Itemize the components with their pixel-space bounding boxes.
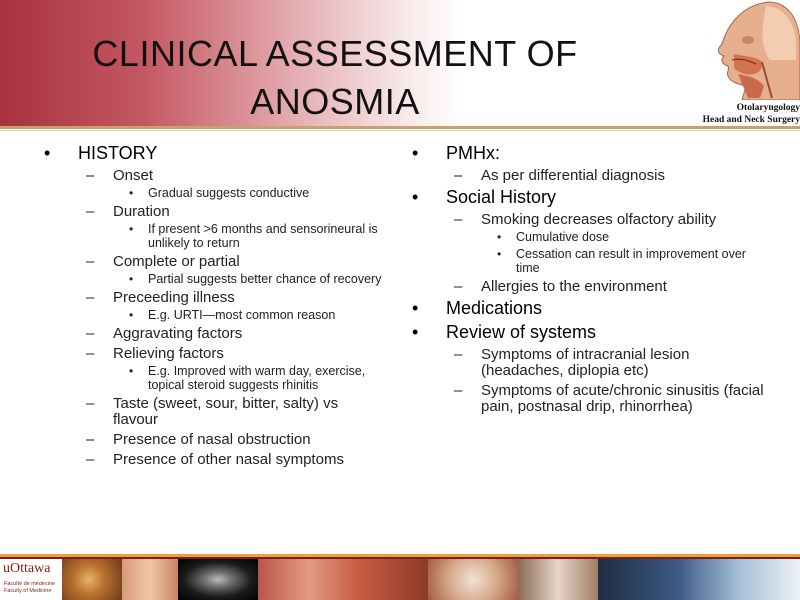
sub-bullet-intracranial: – Symptoms of intracranial lesion (headaches, diplopia etc)	[412, 347, 772, 379]
bullet-medications: • Medications	[412, 297, 772, 319]
bullet-social-history: • Social History	[412, 186, 772, 208]
sub-bullet-complete: – Complete or partial	[44, 254, 384, 270]
title-line-1: CLINICAL ASSESSMENT OF	[92, 33, 578, 74]
sub-bullet-obstruction: – Presence of nasal obstruction	[44, 432, 384, 448]
note-preceding: • E.g. URTI—most common reason	[44, 308, 384, 322]
sub-bullet-onset: – Onset	[44, 168, 384, 184]
sub-bullet-smoking: – Smoking decreases olfactory ability	[412, 212, 772, 228]
sub-bullet-sinusitis: – Symptoms of acute/chronic sinusitis (facial pain, postnasal drip, rhinorrhea)	[412, 383, 772, 415]
surgery-photo	[258, 559, 428, 600]
slide-title	[40, 30, 630, 126]
right-column	[412, 140, 772, 417]
bullet-review: • Review of systems	[412, 321, 772, 343]
title-line-2: ANOSMIA	[250, 81, 420, 122]
note-onset: • Gradual suggests conductive	[44, 186, 384, 200]
bullet-history: • HISTORY	[44, 142, 384, 164]
department-brand	[690, 102, 800, 126]
bullet-pmhx: • PMHx:	[412, 142, 772, 164]
logo-subtitle-fr: Faculté de médecine	[4, 581, 56, 587]
sub-bullet-aggravating: – Aggravating factors	[44, 326, 384, 342]
uottawa-logo	[0, 559, 62, 600]
brand-line-1: Otolaryngology	[736, 103, 800, 113]
head-anatomy-illustration	[708, 0, 800, 100]
note-duration: • If present >6 months and sensorineural is unlikely to return	[44, 222, 384, 250]
note-relieving: • E.g. Improved with warm day, exercise, topical steroid suggests rhinitis	[44, 364, 384, 392]
header-divider-thin	[0, 130, 800, 131]
brand-line-2: Head and Neck Surgery	[702, 115, 800, 125]
note-cessation: • Cessation can result in improvement over time	[412, 247, 772, 275]
sub-bullet-relieving: – Relieving factors	[44, 346, 384, 362]
header-divider	[0, 126, 800, 129]
ct-sinus-image	[178, 559, 258, 600]
left-column	[44, 140, 384, 470]
left-bullet-list	[44, 142, 384, 468]
sub-bullet-other: – Presence of other nasal symptoms	[44, 452, 384, 468]
note-cumulative: • Cumulative dose	[412, 230, 772, 244]
logo-subtitle-en: Faculty of Medicine	[4, 587, 52, 594]
skin-photo	[122, 559, 178, 600]
logo-name: uOttawa	[3, 561, 51, 576]
right-bullet-list	[412, 142, 772, 415]
instrument-photo	[518, 559, 598, 600]
sub-bullet-pmhx-note: – As per differential diagnosis	[412, 168, 772, 184]
sub-bullet-preceding: – Preceeding illness	[44, 290, 384, 306]
sub-bullet-allergies: – Allergies to the environment	[412, 279, 772, 295]
note-complete: • Partial suggests better chance of recovery	[44, 272, 384, 286]
sub-bullet-taste: – Taste (sweet, sour, bitter, salty) vs flavour	[44, 396, 384, 428]
ear-anatomy-image	[62, 559, 122, 600]
sub-bullet-duration: – Duration	[44, 204, 384, 220]
footer-image-strip	[0, 559, 800, 600]
operating-room-photo	[598, 559, 800, 600]
logo-subtitle	[4, 581, 55, 594]
larynx-photo	[428, 559, 518, 600]
